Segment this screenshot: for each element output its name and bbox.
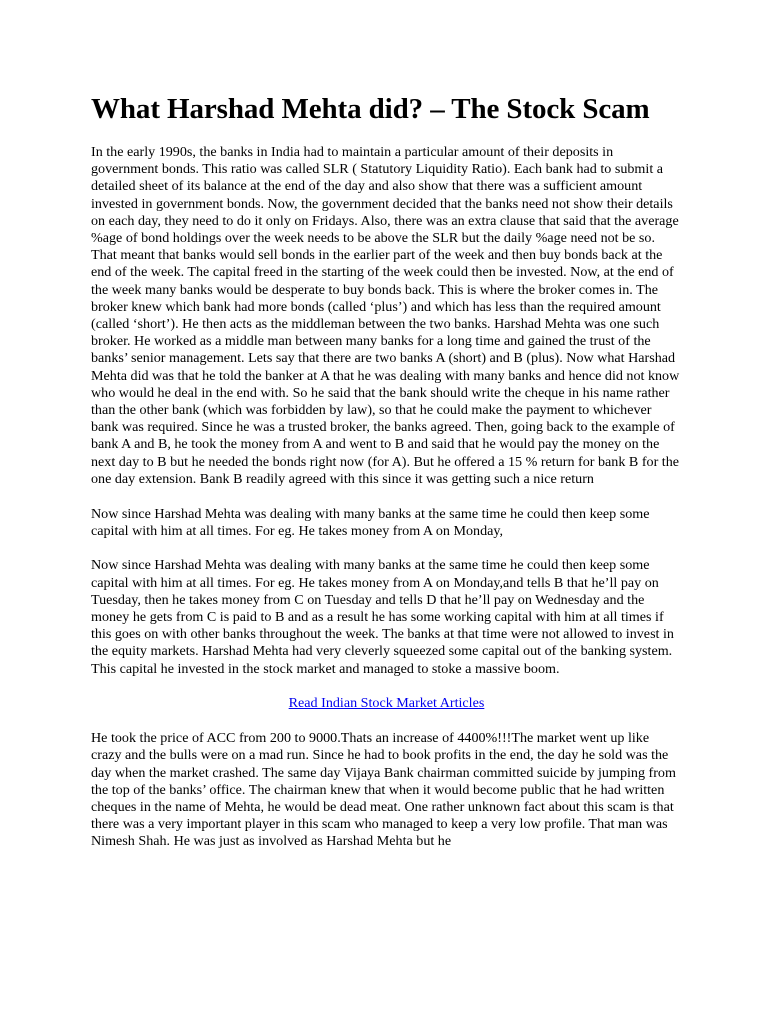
paragraph-working-capital: Now since Harshad Mehta was dealing with many banks at the same time he could then keep some capital with him at all times. For eg. He takes money from A on Monday,and tells B that he’ll pay on Tuesday, then he takes money from C on Tuesday and tells D that he’ll pay on Wednesday and the money he gets from C is paid to B and as a result he has some working capital with him at all times if this goes on with other banks throughout the week. The banks at that time were not allowed to invest in the equity markets. Harshad Mehta had very cleverly squeezed some capital out of the banking system. This capital he invested in the stock market and managed to stoke a massive boom.: [91, 557, 674, 677]
article-title: What Harshad Mehta did? – The Stock Scam: [91, 93, 650, 125]
paragraph-slr-background: In the early 1990s, the banks in India had to maintain a particular amount of their deposits in government bonds. This ratio was called SLR ( Statutory Liquidity Ratio). Each bank had to submit a detailed sheet of its balance at the end of the day and also show that there was a sufficient amount invested in government bonds. Now, the government decided that the banks need not show their details on each day, they need to do it only on Fridays. Also, there was an extra clause that said that the average %age of bond holdings over the week needs to be above the SLR but the daily %age need not be so. That meant that banks would sell bonds in the earlier part of the week and then buy bonds back at the end of the week. The capital freed in the starting of the week could then be invested. Now, at the end of the week many banks would be desperate to buy bonds back. This is where the broker comes in. The broker knew which bank had more bonds (called ‘plus’) and which has less than the required amount (called ‘short’). He then acts as the middleman between the two banks. Harshad Mehta was one such broker. He worked as a middle man between many banks for a long time and gained the trust of the banks’ senior management. Lets say that there are two banks A (short) and B (plus). Now what Harshad Mehta did was that he told the banker at A that he was dealing with many banks and hence did not know who would he deal in the end with. So he said that the bank should write the cheque in his name rather than the other bank (which was forbidden by law), so that he could make the payment to whichever bank was required. Since he was a trusted broker, the banks agreed. Then, going back to the example of bank A and B, he took the money from A and went to B and said that he would pay the money on the next day to B but he needed the bonds right now (for A). But he offered a 15 % return for bank B for the one day extension. Bank B readily agreed with this since it was getting such a nice return: [91, 144, 680, 487]
read-articles-link[interactable]: Read Indian Stock Market Articles: [288, 695, 485, 712]
paragraph-market-crash: He took the price of ACC from 200 to 9000.Thats an increase of 4400%!!!The market went up like crazy and the bulls were on a mad run. Since he had to book profits in the end, the day he sold was the day when the market crashed. The same day Vijaya Bank chairman committed suicide by jumping from the top of the banks’ office. The chairman knew that when it would become public that he had written cheques in the name of Mehta, he would be dead meat. One rather unknown fact about this scam is that there was a very important player in this scam who managed to keep a very low profile. That man was Nimesh Shah. He was just as involved as Harshad Mehta but he: [91, 730, 676, 850]
article: [91, 91, 682, 868]
article-body: [91, 144, 682, 851]
paragraph-working-capital-short: Now since Harshad Mehta was dealing with many banks at the same time he could then keep some capital with him at all times. For eg. He takes money from A on Monday,: [91, 505, 650, 539]
related-link-row: [91, 695, 682, 712]
